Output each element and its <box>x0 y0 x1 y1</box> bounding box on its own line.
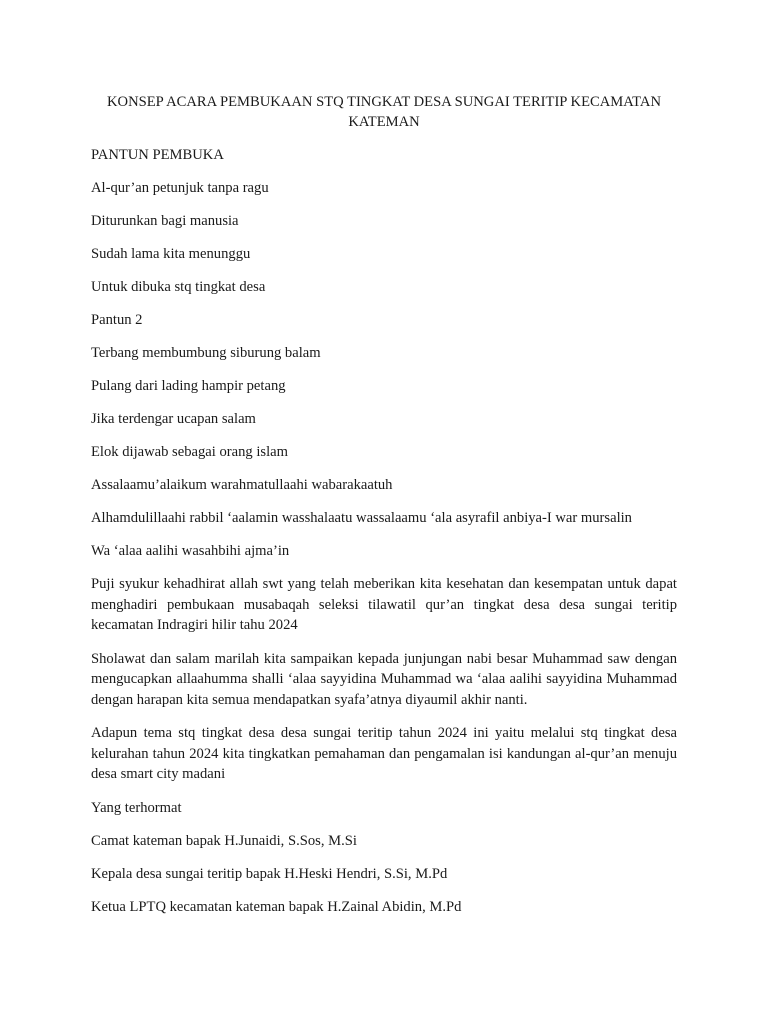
pantun-line: Elok dijawab sebagai orang islam <box>91 444 288 460</box>
pantun-line: Terbang membumbung siburung balam <box>91 345 321 361</box>
body-paragraph: Puji syukur kehadhirat allah swt yang telah meberikan kita kesehatan dan kesempatan untuk dapat menghadiri pembukaan musabaqah seleksi tilawatil qur’an tingkat desa desa sungai teritip kecamatan Indragiri hilir tahu 2024 <box>91 576 677 633</box>
honorific-line: Ketua LPTQ kecamatan kateman bapak H.Zainal Abidin, M.Pd <box>91 898 462 915</box>
pantun-line: Pulang dari lading hampir petang <box>91 378 286 394</box>
pantun-line: Diturunkan bagi manusia <box>91 213 239 229</box>
honorific-line: Kepala desa sungai teritip bapak H.Heski Hendri, S.Si, M.Pd <box>91 865 448 882</box>
pantun-heading: PANTUN PEMBUKA <box>91 147 224 163</box>
greeting-line: Wa ‘alaa aalihi wasahbihi ajma’in <box>91 543 290 559</box>
document-page <box>91 92 677 930</box>
document-title: KONSEP ACARA PEMBUKAAN STQ TINGKAT DESA SUNGAI TERITIP KECAMATAN KATEMAN <box>107 94 661 130</box>
body-paragraph: Adapun tema stq tingkat desa desa sungai teritip tahun 2024 ini yaitu melalui stq tingkat desa kelurahan tahun 2024 kita tingkatkan pemahaman dan pengamalan isi kandungan al-qur’an menuju desa smart city madani <box>91 725 677 782</box>
pantun-line: Untuk dibuka stq tingkat desa <box>91 279 266 295</box>
pantun-line: Sudah lama kita menunggu <box>91 246 251 262</box>
pantun2-heading: Pantun 2 <box>91 312 143 328</box>
body-paragraph: Sholawat dan salam marilah kita sampaikan kepada junjungan nabi besar Muhammad saw dengan mengucapkan allaahumma shalli ‘alaa sayyidina Muhammad wa ‘alaa aalihi sayyidina Muhammad dengan harapan kita semua mendapatkan syafa’atnya diyaumil akhir nanti. <box>91 650 677 708</box>
honorifics-heading: Yang terhormat <box>91 799 182 816</box>
pantun-line: Jika terdengar ucapan salam <box>91 411 256 427</box>
greeting-line: Assalaamu’alaikum warahmatullaahi wabarakaatuh <box>91 477 393 493</box>
honorific-line: Camat kateman bapak H.Junaidi, S.Sos, M.Si <box>91 832 357 849</box>
greeting-line: Alhamdulillaahi rabbil ‘aalamin wasshalaatu wassalaamu ‘ala asyrafil anbiya-I war mursalin <box>91 510 632 526</box>
pantun-line: Al-qur’an petunjuk tanpa ragu <box>91 180 269 196</box>
